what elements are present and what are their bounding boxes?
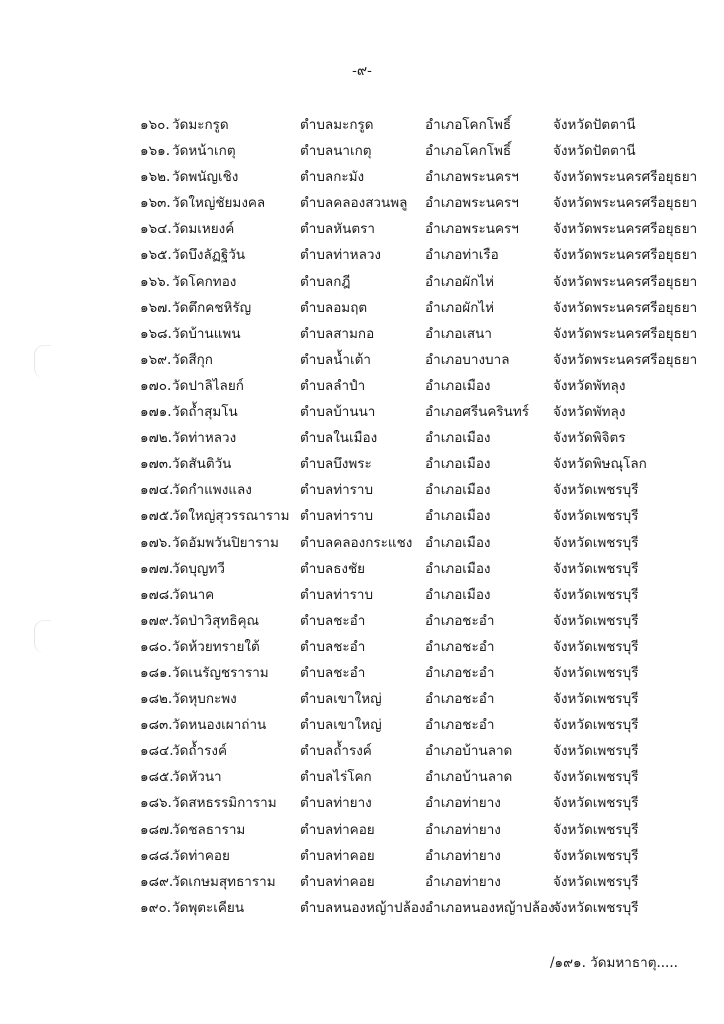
list-item — [0, 402, 724, 428]
province-name: จังหวัดพัทลุง — [553, 404, 626, 421]
temple-name: วัดโคกทอง — [172, 273, 237, 290]
item-number: ๑๘๐. — [140, 638, 172, 655]
list-item — [0, 141, 724, 167]
province-name: จังหวัดพระนครศรีอยุธยา — [553, 169, 698, 186]
province-name: จังหวัดเพชรบุรี — [553, 899, 639, 916]
district-name: อำเภอเมือง — [425, 534, 491, 551]
list-item — [0, 715, 724, 741]
item-number: ๑๖๕. — [140, 247, 172, 264]
province-name: จังหวัดเพชรบุรี — [553, 638, 639, 655]
province-name: จังหวัดพระนครศรีอยุธยา — [553, 351, 698, 368]
item-number: ๑๙๐. — [140, 899, 171, 916]
district-name: อำเภอบ้านลาด — [425, 769, 513, 786]
district-name: อำเภอเมือง — [425, 377, 491, 394]
subdistrict-name: ตำบลเขาใหญ่ — [300, 717, 382, 734]
list-item — [0, 193, 724, 219]
province-name: จังหวัดพระนครศรีอยุธยา — [553, 195, 698, 212]
item-number: ๑๗๘. — [140, 586, 174, 603]
item-number: ๑๘๒. — [140, 691, 173, 708]
province-name: จังหวัดเพชรบุรี — [553, 534, 639, 551]
district-name: อำเภอเสนา — [425, 325, 492, 342]
temple-name: วัดถ้ำสุมโน — [172, 404, 238, 421]
temple-name: วัดท่าคอย — [172, 847, 230, 864]
list-item — [0, 611, 724, 637]
item-number: ๑๘๘. — [140, 847, 174, 864]
item-number: ๑๗๖. — [140, 534, 172, 551]
province-name: จังหวัดเพชรบุรี — [553, 508, 639, 525]
province-name: จังหวัดเพชรบุรี — [553, 482, 639, 499]
list-item — [0, 533, 724, 559]
province-name: จังหวัดพระนครศรีอยุธยา — [553, 325, 698, 342]
province-name: จังหวัดเพชรบุรี — [553, 664, 639, 681]
temple-name: วัดมะกรูด — [172, 117, 229, 133]
province-name: จังหวัดเพชรบุรี — [553, 717, 639, 734]
temple-name: วัดบ้านแพน — [172, 325, 241, 342]
list-item — [0, 559, 724, 585]
province-name: จังหวัดเพชรบุรี — [553, 847, 639, 864]
list-item — [0, 820, 724, 846]
item-number: ๑๗๕. — [140, 508, 174, 525]
temple-name: วัดสหธรรมิการาม — [172, 795, 277, 812]
district-name: อำเภอพระนครฯ — [425, 169, 519, 186]
temple-name: วัดชลธาราม — [172, 821, 246, 838]
province-name: จังหวัดเพชรบุรี — [553, 769, 639, 786]
list-item — [0, 376, 724, 402]
item-number: ๑๘๓. — [140, 717, 173, 734]
district-name: อำเภอผักไห่ — [425, 299, 495, 316]
subdistrict-name: ตำบลคลองสวนพลู — [300, 195, 408, 212]
item-number: ๑๖๒. — [140, 169, 171, 186]
district-name: อำเภอบ้านลาด — [425, 743, 513, 760]
province-name: จังหวัดพระนครศรีอยุธยา — [553, 221, 698, 238]
item-number: ๑๗๔. — [140, 482, 174, 499]
province-name: จังหวัดพระนครศรีอยุธยา — [553, 247, 698, 264]
province-name: จังหวัดพิจิตร — [553, 430, 626, 447]
subdistrict-name: ตำบลกะมัง — [300, 169, 365, 186]
list-item — [0, 637, 724, 663]
item-number: ๑๘๔. — [140, 743, 174, 760]
item-number: ๑๗๑. — [140, 404, 172, 421]
subdistrict-name: ตำบลท่ายาง — [300, 795, 372, 812]
subdistrict-name: ตำบลในเมือง — [300, 430, 378, 447]
temple-name: วัดเนรัญชราราม — [172, 664, 269, 681]
item-number: ๑๖๖. — [140, 273, 170, 290]
district-name: อำเภอท่ายาง — [425, 847, 501, 864]
subdistrict-name: ตำบลท่าคอย — [300, 873, 375, 890]
item-number: ๑๘๗. — [140, 821, 174, 838]
subdistrict-name: ตำบลคลองกระแชง — [300, 534, 413, 551]
subdistrict-name: ตำบลกฎี — [300, 273, 351, 290]
item-number: ๑๖๗. — [140, 299, 172, 316]
province-name: จังหวัดปัตตานี — [553, 117, 636, 133]
item-number: ๑๖๐. — [140, 117, 170, 133]
province-name: จังหวัดพระนครศรีอยุธยา — [553, 273, 698, 290]
temple-name: วัดป่าวิสุทธิคุณ — [172, 612, 260, 629]
item-number: ๑๗๒. — [140, 430, 172, 447]
list-item — [0, 115, 724, 141]
subdistrict-name: ตำบลไร่โคก — [300, 769, 372, 786]
subdistrict-name: ตำบลลำปำ — [300, 377, 366, 394]
province-name: จังหวัดปัตตานี — [553, 143, 636, 160]
district-name: อำเภอชะอำ — [425, 612, 495, 629]
district-name: อำเภอบางบาล — [425, 351, 510, 368]
list-item — [0, 245, 724, 271]
subdistrict-name: ตำบลถ้ำรงค์ — [300, 743, 372, 760]
province-name: จังหวัดเพชรบุรี — [553, 873, 639, 890]
subdistrict-name: ตำบลบึงพระ — [300, 456, 372, 473]
district-name: อำเภอท่ายาง — [425, 795, 501, 812]
item-number: ๑๖๑. — [140, 143, 170, 160]
temple-name: วัดมเหยงค์ — [172, 221, 235, 238]
item-number: ๑๗๗. — [140, 560, 174, 577]
district-name: อำเภอชะอำ — [425, 691, 495, 708]
temple-name: วัดปาลิไลยก์ — [172, 377, 244, 394]
subdistrict-name: ตำบลน้ำเต้า — [300, 351, 371, 368]
list-item — [0, 585, 724, 611]
subdistrict-name: ตำบลสามกอ — [300, 325, 375, 342]
subdistrict-name: ตำบลเขาใหญ่ — [300, 691, 382, 708]
temple-name: วัดเกษมสุทธาราม — [172, 873, 276, 890]
district-name: อำเภอเมือง — [425, 560, 491, 577]
province-name: จังหวัดเพชรบุรี — [553, 743, 639, 760]
temple-name: วัดหุบกะพง — [172, 691, 237, 708]
district-name: อำเภอพระนครฯ — [425, 195, 519, 212]
list-item — [0, 767, 724, 793]
temple-name: วัดอัมพวันปิยาราม — [172, 534, 279, 551]
province-name: จังหวัดเพชรบุรี — [553, 795, 639, 812]
list-item — [0, 741, 724, 767]
temple-name: วัดตึกคชหิรัญ — [172, 299, 252, 316]
temple-name: วัดท่าหลวง — [172, 430, 237, 447]
list-item — [0, 272, 724, 298]
temple-name: วัดหนองเผาถ่าน — [172, 717, 267, 734]
subdistrict-name: ตำบลชะอำ — [300, 664, 366, 681]
item-number: ๑๖๓. — [140, 195, 171, 212]
subdistrict-name: ตำบลท่าราบ — [300, 586, 374, 603]
item-number: ๑๘๙. — [140, 873, 174, 890]
list-item — [0, 506, 724, 532]
subdistrict-name: ตำบลหันตรา — [300, 221, 375, 238]
item-number: ๑๗๓. — [140, 456, 173, 473]
subdistrict-name: ตำบลชะอำ — [300, 612, 366, 629]
temple-name: วัดนาค — [172, 586, 215, 603]
province-name: จังหวัดเพชรบุรี — [553, 560, 639, 577]
temple-name: วัดห้วยทรายใต้ — [172, 638, 260, 655]
list-item — [0, 167, 724, 193]
continuation-note: /๑๙๑. วัดมหาธาตุ..... — [550, 955, 678, 971]
item-number: ๑๖๘. — [140, 325, 172, 342]
subdistrict-name: ตำบลอมฤต — [300, 299, 368, 316]
list-item — [0, 872, 724, 898]
temple-name: วัดพนัญเชิง — [172, 169, 239, 186]
subdistrict-name: ตำบลท่าราบ — [300, 508, 374, 525]
district-name: อำเภอศรีนครินทร์ — [425, 404, 530, 421]
province-name: จังหวัดเพชรบุรี — [553, 612, 639, 629]
subdistrict-name: ตำบลชะอำ — [300, 638, 366, 655]
district-name: อำเภอพระนครฯ — [425, 221, 519, 238]
list-item — [0, 480, 724, 506]
list-item — [0, 663, 724, 689]
district-name: อำเภอท่ายาง — [425, 821, 501, 838]
district-name: อำเภอชะอำ — [425, 664, 495, 681]
district-name: อำเภอโคกโพธิ์ — [425, 117, 512, 133]
district-name: อำเภอชะอำ — [425, 638, 495, 655]
district-name: อำเภอเมือง — [425, 456, 491, 473]
district-name: อำเภอท่ายาง — [425, 873, 501, 890]
list-item — [0, 324, 724, 350]
district-name: อำเภอโคกโพธิ์ — [425, 143, 512, 160]
district-name: อำเภอผักไห่ — [425, 273, 495, 290]
list-item — [0, 846, 724, 872]
item-number: ๑๘๕. — [140, 769, 174, 786]
temple-name: วัดหัวนา — [172, 769, 222, 786]
district-name: อำเภอชะอำ — [425, 717, 495, 734]
province-name: จังหวัดเพชรบุรี — [553, 586, 639, 603]
item-number: ๑๖๙. — [140, 351, 172, 368]
district-name: อำเภอเมือง — [425, 586, 491, 603]
subdistrict-name: ตำบลมะกรูด — [300, 117, 374, 133]
list-item — [0, 689, 724, 715]
item-number: ๑๗๐. — [140, 377, 172, 394]
province-name: จังหวัดเพชรบุรี — [553, 821, 639, 838]
list-item — [0, 454, 724, 480]
list-item — [0, 793, 724, 819]
district-name: อำเภอเมือง — [425, 508, 491, 525]
temple-name: วัดกำแพงแลง — [172, 482, 252, 499]
temple-name: วัดใหญ่ชัยมงคล — [172, 195, 266, 212]
province-name: จังหวัดพระนครศรีอยุธยา — [553, 299, 698, 316]
temple-name: วัดพุตะเคียน — [172, 899, 245, 916]
list-item — [0, 219, 724, 245]
list-item — [0, 428, 724, 454]
temple-name: วัดสันติวัน — [172, 456, 232, 473]
item-number: ๑๗๙. — [140, 612, 173, 629]
subdistrict-name: ตำบลธงชัย — [300, 560, 366, 577]
province-name: จังหวัดพัทลุง — [553, 377, 626, 394]
temple-name: วัดหน้าเกตุ — [172, 143, 236, 160]
province-name: จังหวัดเพชรบุรี — [553, 691, 639, 708]
list-item — [0, 298, 724, 324]
page-number: -๙- — [352, 63, 372, 79]
temple-name: วัดบุญทวี — [172, 560, 225, 577]
district-name: อำเภอท่าเรือ — [425, 247, 499, 264]
subdistrict-name: ตำบลท่าคอย — [300, 847, 375, 864]
item-number: ๑๘๖. — [140, 795, 172, 812]
subdistrict-name: ตำบลท่าหลวง — [300, 247, 382, 264]
district-name: อำเภอเมือง — [425, 482, 491, 499]
temple-name: วัดถ้ำรงค์ — [172, 743, 227, 760]
list-item — [0, 898, 724, 924]
subdistrict-name: ตำบลท่าคอย — [300, 821, 375, 838]
province-name: จังหวัดพิษณุโลก — [553, 456, 647, 473]
item-number: ๑๖๔. — [140, 221, 172, 238]
temple-name: วัดสีกุก — [172, 351, 213, 368]
district-name: อำเภอหนองหญ้าปล้อง — [425, 899, 555, 916]
temple-list — [0, 115, 724, 924]
temple-name: วัดใหญ่สุวรรณาราม — [172, 508, 290, 525]
district-name: อำเภอเมือง — [425, 430, 491, 447]
temple-name: วัดบึงลัฏฐิวัน — [172, 247, 246, 264]
subdistrict-name: ตำบลหนองหญ้าปล้อง — [300, 899, 426, 916]
subdistrict-name: ตำบลบ้านนา — [300, 404, 376, 421]
item-number: ๑๘๑. — [140, 664, 172, 681]
subdistrict-name: ตำบลท่าราบ — [300, 482, 374, 499]
list-item — [0, 350, 724, 376]
subdistrict-name: ตำบลนาเกตุ — [300, 143, 372, 160]
